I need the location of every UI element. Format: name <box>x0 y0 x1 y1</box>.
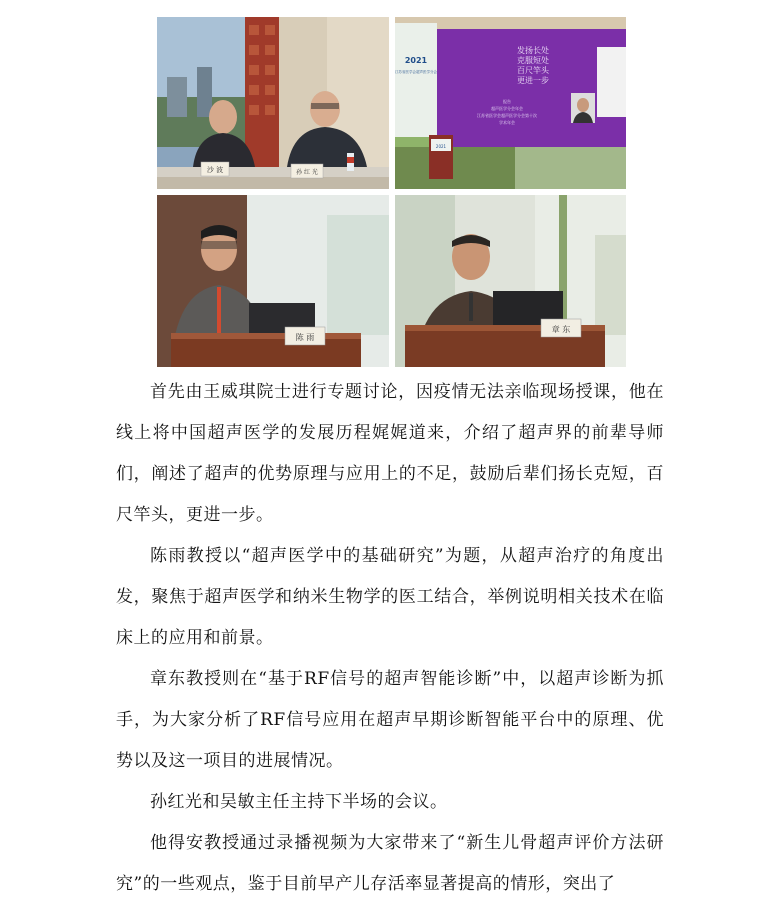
screen-line-3: 百尺竿头 <box>517 66 549 75</box>
nameplate-left: 沙 波 <box>206 166 224 174</box>
photo-panel-stage-screen <box>395 17 626 189</box>
screen-footer-3: 江苏省医学会超声医学分会第十次 <box>477 113 537 118</box>
photo-speaker-podium-2 <box>395 195 626 367</box>
paragraph-2: 陈雨教授以“超声医学中的基础研究”为题，从超声治疗的角度出发，聚焦于超声医学和纳米生物学的医工结合，举例说明相关技术在临床上的应用和前景。 <box>116 546 664 648</box>
screen-line-2: 克服短处 <box>517 56 549 65</box>
nameplate-speaker-4: 章 东 <box>551 325 571 334</box>
photo-panel-speakers-table <box>157 17 389 189</box>
screen-small-title: 江苏省医学会超声医学分会 <box>395 70 437 74</box>
photo-speaker-podium-1 <box>157 195 389 367</box>
photo-speakers-table <box>157 17 389 189</box>
paragraph-4: 孙红光和吴敏主任主持下半场的会议。 <box>150 792 448 812</box>
paragraph-5: 他得安教授通过录播视频为大家带来了“新生儿骨超声评价方法研究”的一些观点，鉴于目前早产儿存活率显著提高的情形，突出了 <box>116 833 664 894</box>
screen-footer-1: 报告 <box>503 99 511 104</box>
photo-panel-speaker-podium-2 <box>395 195 626 367</box>
paragraph-3: 章东教授则在“基于RF信号的超声智能诊断”中，以超声诊断为抓手，为大家分析了RF信号应用在超声早期诊断智能平台中的原理、优势以及这一项目的进展情况。 <box>116 669 664 771</box>
screen-footer-2: 超声医学分会年会 <box>491 106 523 111</box>
photo-panel-speaker-podium-1 <box>157 195 389 367</box>
nameplate-right: 孙 红 光 <box>296 169 318 176</box>
podium-label: 2021 <box>435 144 447 149</box>
nameplate-speaker-3: 陈 雨 <box>295 333 315 342</box>
screen-line-4: 更进一步 <box>517 76 549 85</box>
screen-line-1: 发扬长处 <box>517 46 549 55</box>
screen-year: 2021 <box>404 56 428 65</box>
article-body <box>116 372 664 905</box>
paragraph-1: 首先由王威琪院士进行专题讨论，因疫情无法亲临现场授课，他在线上将中国超声医学的发展历程娓娓道来，介绍了超声界的前辈导师们，阐述了超声的优势原理与应用上的不足，鼓励后辈们扬长克短，百尺竿头，更进一步。 <box>116 382 664 525</box>
screen-footer-4: 学术年会 <box>499 120 515 125</box>
photo-stage-screen <box>395 17 626 189</box>
